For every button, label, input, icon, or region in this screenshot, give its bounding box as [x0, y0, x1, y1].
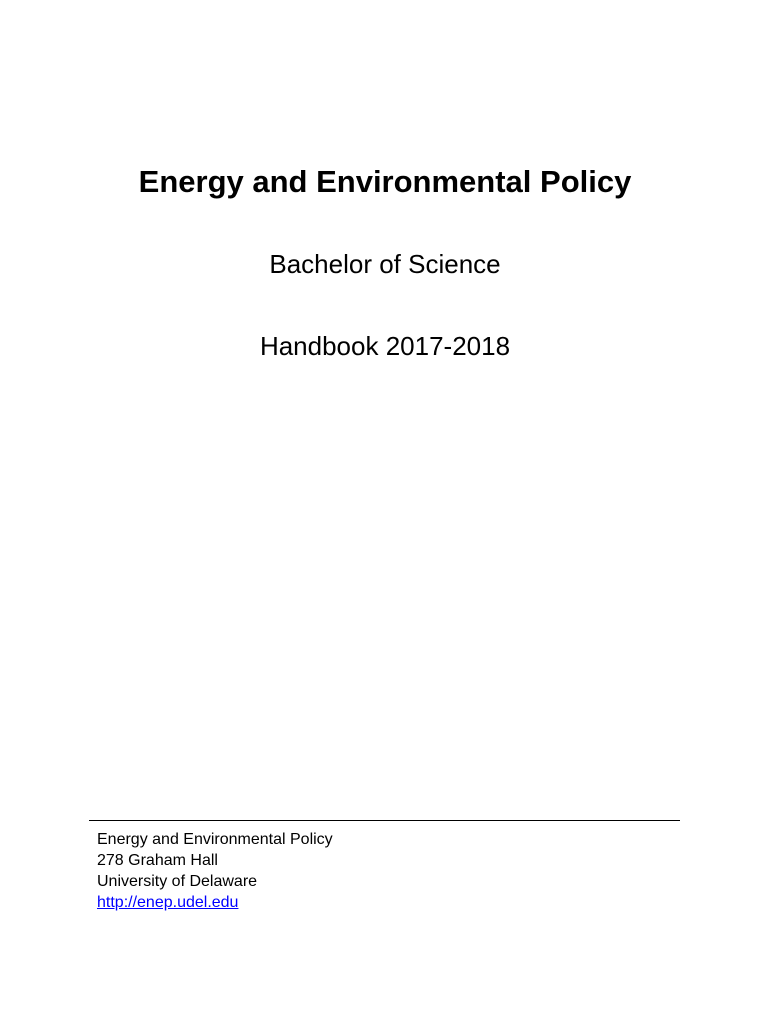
footer-website-link[interactable]: http://enep.udel.edu — [97, 894, 239, 911]
footer-university: University of Delaware — [97, 873, 258, 890]
footer-program-name: Energy and Environmental Policy — [97, 831, 333, 848]
handbook-year: Handbook 2017-2018 — [259, 331, 511, 361]
page-title: Energy and Environmental Policy — [138, 164, 632, 199]
footer-contact — [97, 829, 333, 913]
degree-subtitle: Bachelor of Science — [269, 249, 501, 279]
footer-address: 278 Graham Hall — [97, 852, 218, 869]
footer-divider — [89, 820, 680, 821]
